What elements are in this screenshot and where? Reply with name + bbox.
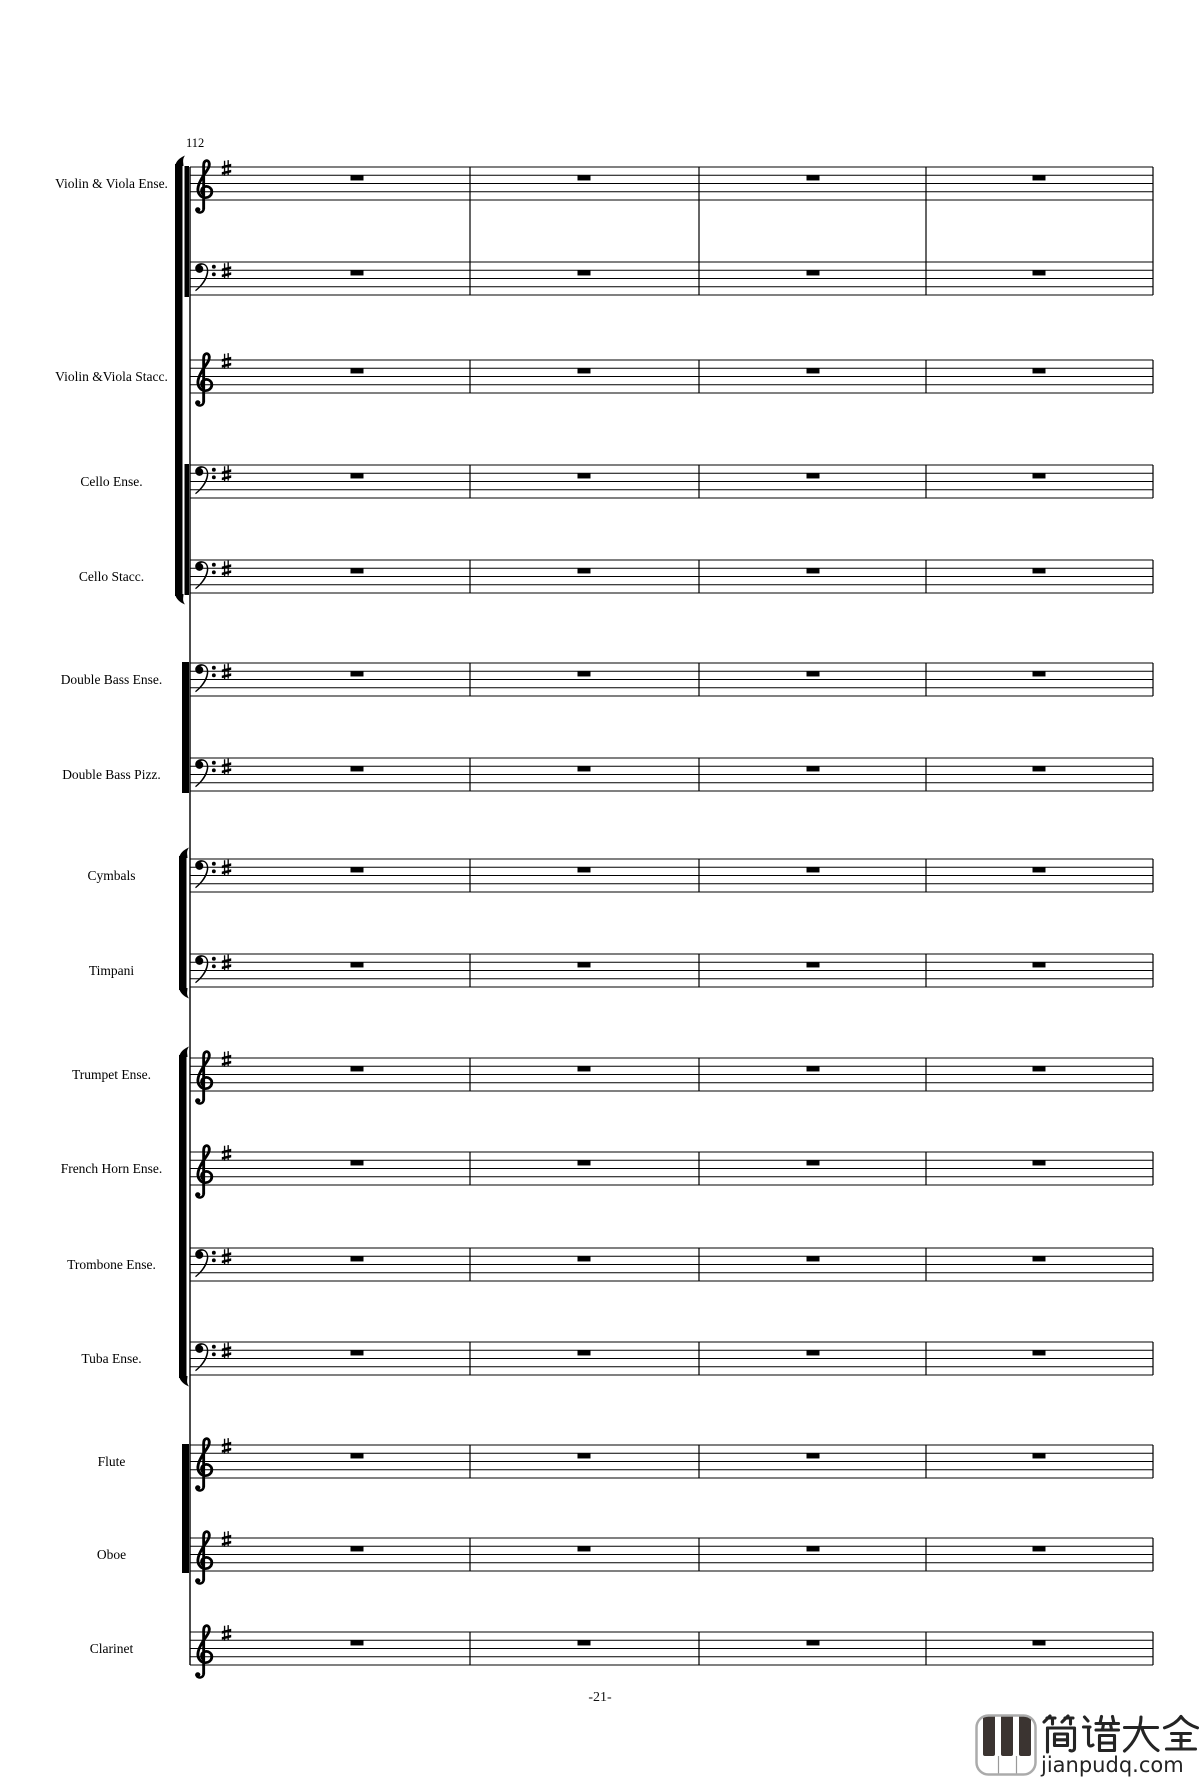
page-number: -21- xyxy=(588,1690,612,1705)
glyph-da xyxy=(1125,1717,1159,1751)
whole-rest xyxy=(807,1546,820,1551)
whole-rest xyxy=(578,568,591,573)
sharp-icon xyxy=(222,1625,231,1641)
sharp-icon xyxy=(222,1438,231,1454)
whole-rest xyxy=(578,766,591,771)
whole-rest xyxy=(351,962,364,967)
whole-rest xyxy=(807,368,820,373)
whole-rest xyxy=(578,1160,591,1165)
staff-cello-ense xyxy=(190,465,1153,498)
whole-rest xyxy=(351,1453,364,1458)
whole-rest xyxy=(578,867,591,872)
staff-cymbals xyxy=(190,859,1153,892)
whole-rest xyxy=(1033,568,1046,573)
staff-violin-viola-ense-bass xyxy=(190,262,1153,295)
whole-rest xyxy=(807,473,820,478)
whole-rest xyxy=(578,1066,591,1071)
whole-rest xyxy=(351,1546,364,1551)
instrument-label-clarinet: Clarinet xyxy=(89,1641,134,1656)
instrument-label-trumpet-ense: Trumpet Ense. xyxy=(71,1067,151,1082)
staff-french-horn-ense xyxy=(190,1145,1153,1197)
glyph-quan xyxy=(1165,1717,1198,1750)
instrument-label-violin-viola-stacc: Violin &Viola Stacc. xyxy=(55,369,168,384)
whole-rest xyxy=(1033,867,1046,872)
whole-rest xyxy=(578,962,591,967)
instrument-label-cymbals: Cymbals xyxy=(87,868,136,883)
whole-rest xyxy=(1033,368,1046,373)
whole-rest xyxy=(578,1640,591,1645)
whole-rest xyxy=(351,1066,364,1071)
measure-number: 112 xyxy=(186,136,205,150)
staff-flute xyxy=(190,1438,1153,1490)
whole-rest xyxy=(807,671,820,676)
instrument-label-french-horn-ense: French Horn Ense. xyxy=(60,1161,163,1176)
instrument-label-violin-viola-ense: Violin & Viola Ense. xyxy=(55,176,168,191)
whole-rest xyxy=(578,1256,591,1261)
watermark-domain: jianpudq.com xyxy=(1041,1753,1184,1777)
whole-rest xyxy=(1033,1160,1046,1165)
whole-rest xyxy=(807,270,820,275)
whole-rest xyxy=(351,1350,364,1355)
whole-rest xyxy=(1033,1453,1046,1458)
watermark-title-glyphs xyxy=(1041,1714,1199,1756)
sharp-icon xyxy=(222,1531,231,1547)
whole-rest xyxy=(351,1256,364,1261)
watermark[interactable] xyxy=(975,1714,1199,1776)
whole-rest xyxy=(351,270,364,275)
whole-rest xyxy=(1033,473,1046,478)
whole-rest xyxy=(807,1453,820,1458)
whole-rest xyxy=(807,962,820,967)
whole-rest xyxy=(1033,962,1046,967)
instrument-label-cello-ense: Cello Ense. xyxy=(80,474,143,489)
whole-rest xyxy=(1033,1350,1046,1355)
watermark-text xyxy=(1041,1714,1199,1776)
whole-rest xyxy=(578,270,591,275)
whole-rest xyxy=(1033,175,1046,180)
sharp-icon xyxy=(222,1051,231,1067)
whole-rest xyxy=(351,766,364,771)
whole-rest xyxy=(351,175,364,180)
whole-rest xyxy=(578,175,591,180)
glyph-pu xyxy=(1084,1717,1119,1751)
whole-rest xyxy=(807,867,820,872)
staff-trumpet-ense xyxy=(190,1051,1153,1103)
instrument-label-tuba-ense: Tuba Ense. xyxy=(81,1351,142,1366)
whole-rest xyxy=(578,1453,591,1458)
whole-rest xyxy=(351,867,364,872)
whole-rest xyxy=(1033,1546,1046,1551)
sharp-icon xyxy=(222,1145,231,1161)
instrument-label-timpani: Timpani xyxy=(88,963,135,978)
instrument-label-flute: Flute xyxy=(97,1454,126,1469)
sharp-icon xyxy=(222,160,231,176)
instrument-label-cello-stacc: Cello Stacc. xyxy=(78,569,145,584)
staff-cello-stacc xyxy=(190,560,1153,593)
whole-rest xyxy=(1033,1066,1046,1071)
whole-rest xyxy=(351,671,364,676)
staff-timpani xyxy=(190,954,1153,987)
whole-rest xyxy=(1033,671,1046,676)
whole-rest xyxy=(807,1160,820,1165)
whole-rest xyxy=(1033,270,1046,275)
whole-rest xyxy=(807,766,820,771)
instrument-label-double-bass-pizz: Double Bass Pizz. xyxy=(62,767,161,782)
staff-trombone-ense xyxy=(190,1248,1153,1281)
glyph-jian xyxy=(1044,1716,1075,1752)
instrument-label-trombone-ense: Trombone Ense. xyxy=(67,1257,156,1272)
whole-rest xyxy=(578,1546,591,1551)
whole-rest xyxy=(807,568,820,573)
whole-rest xyxy=(578,671,591,676)
whole-rest xyxy=(351,1640,364,1645)
staff-clarinet xyxy=(190,1625,1153,1677)
instrument-label-oboe: Oboe xyxy=(96,1547,127,1562)
sharp-icon xyxy=(222,353,231,369)
whole-rest xyxy=(351,1160,364,1165)
staff-oboe xyxy=(190,1531,1153,1583)
staff-double-bass-pizz xyxy=(190,758,1153,791)
staff-violin-viola-ense-treble xyxy=(190,160,1153,212)
whole-rest xyxy=(807,175,820,180)
whole-rest xyxy=(807,1350,820,1355)
piano-keys-icon xyxy=(975,1714,1037,1776)
whole-rest xyxy=(1033,766,1046,771)
whole-rest xyxy=(1033,1256,1046,1261)
whole-rest xyxy=(351,473,364,478)
whole-rest xyxy=(807,1256,820,1261)
staff-violin-viola-stacc xyxy=(190,353,1153,405)
whole-rest xyxy=(807,1066,820,1071)
whole-rest xyxy=(351,368,364,373)
bracket-brass xyxy=(179,1047,189,1387)
whole-rest xyxy=(578,473,591,478)
whole-rest xyxy=(578,368,591,373)
whole-rest xyxy=(351,568,364,573)
instrument-label-double-bass-ense: Double Bass Ense. xyxy=(60,672,163,687)
whole-rest xyxy=(807,1640,820,1645)
staff-double-bass-ense xyxy=(190,663,1153,696)
whole-rest xyxy=(1033,1640,1046,1645)
staff-tuba-ense xyxy=(190,1342,1153,1375)
whole-rest xyxy=(578,1350,591,1355)
